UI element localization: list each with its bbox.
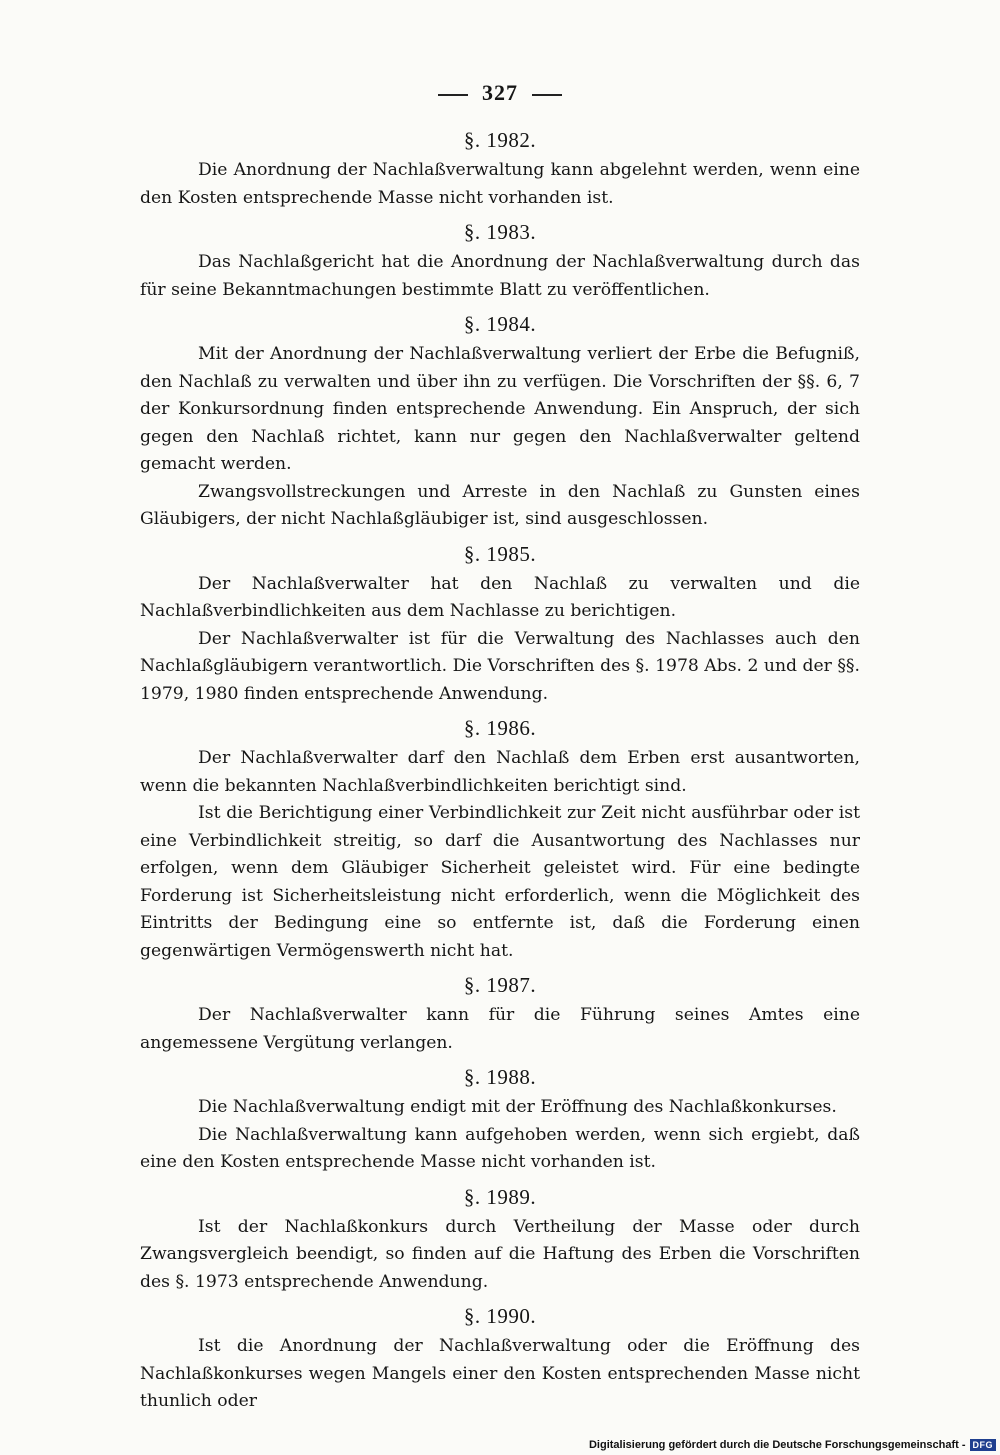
paragraph: Die Anordnung der Nachlaßverwaltung kann abgelehnt werden, wenn eine den Kosten entsprechende Masse nicht vorhanden ist. bbox=[140, 160, 860, 208]
section bbox=[140, 128, 860, 212]
credit-text: Digitalisierung gefördert durch die Deutsche Forschungsgemeinschaft - bbox=[588, 1439, 966, 1451]
section bbox=[140, 1304, 860, 1416]
paragraph: Zwangsvollstreckungen und Arreste in den Nachlaß zu Gunsten eines Gläubigers, der nicht Nachlaßgläubiger ist, sind ausgeschlossen. bbox=[140, 481, 860, 529]
header-dash-left bbox=[438, 94, 468, 96]
section-heading: §. 1988. bbox=[463, 1065, 537, 1089]
section bbox=[140, 1185, 860, 1297]
paragraph: Der Nachlaßverwalter kann für die Führung seines Amtes eine angemessene Vergütung verlangen. bbox=[140, 1005, 860, 1053]
section bbox=[140, 716, 860, 965]
section bbox=[140, 1065, 860, 1177]
digitization-credit bbox=[589, 1439, 996, 1451]
page-number-header bbox=[0, 80, 1000, 106]
section bbox=[140, 542, 860, 709]
paragraph: Ist die Berichtigung einer Verbindlichkeit zur Zeit nicht ausführbar oder ist eine Verbindlichkeit streitig, so darf die Ausantwortung des Nachlasses nur erfolgen, wenn dem Gläubiger Sicherheit geleistet wird. Für eine bedingte Forderung ist Sicherheitsleistung nicht erforderlich, wenn die Möglichkeit des Eintritts der Bedingung eine so entfernte ist, daß die Forderung einen gegenwärtigen Vermögenswerth nicht hat. bbox=[140, 803, 860, 961]
section-heading: §. 1982. bbox=[463, 128, 537, 152]
section-heading: §. 1983. bbox=[463, 220, 537, 244]
section-heading: §. 1989. bbox=[463, 1184, 537, 1209]
paragraph: Die Nachlaßverwaltung kann aufgehoben werden, wenn sich ergiebt, daß eine den Kosten entsprechende Masse nicht vorhanden ist. bbox=[140, 1124, 860, 1172]
section-heading: §. 1990. bbox=[463, 1304, 537, 1328]
paragraph: Ist die Anordnung der Nachlaßverwaltung oder die Eröffnung des Nachlaßkonkurses wegen Mangels einer den Kosten entsprechenden Masse nicht thunlich oder bbox=[140, 1336, 860, 1411]
text-column bbox=[140, 120, 860, 1416]
section bbox=[140, 220, 860, 304]
paragraph: Der Nachlaßverwalter darf den Nachlaß dem Erben erst ausantworten, wenn die bekannten Nachlaßverbindlichkeiten berichtigt sind. bbox=[140, 748, 860, 796]
paragraph: Der Nachlaßverwalter hat den Nachlaß zu verwalten und die Nachlaßverbindlichkeiten aus dem Nachlasse zu berichtigen. bbox=[140, 573, 860, 621]
section bbox=[140, 312, 860, 534]
section-heading: §. 1986. bbox=[463, 716, 537, 740]
paragraph: Die Nachlaßverwaltung endigt mit der Eröffnung des Nachlaßkonkurses. bbox=[198, 1097, 837, 1117]
paragraph: Das Nachlaßgericht hat die Anordnung der Nachlaßverwaltung durch das für seine Bekanntmachungen bestimmte Blatt zu veröffentlichen. bbox=[140, 252, 860, 300]
dfg-logo: DFG bbox=[970, 1439, 997, 1451]
section bbox=[140, 973, 860, 1057]
paragraph: Mit der Anordnung der Nachlaßverwaltung verliert der Erbe die Befugniß, den Nachlaß zu verwalten und über ihn zu verfügen. Die Vorschriften der §§. 6, 7 der Konkursordnung finden entsprechende Anwendung. Ein Anspruch, der sich gegen den Nachlaß richtet, kann nur gegen den Nachlaßverwalter geltend gemacht werden. bbox=[140, 344, 860, 474]
section-heading: §. 1984. bbox=[463, 312, 537, 336]
paragraph: Ist der Nachlaßkonkurs durch Vertheilung der Masse oder durch Zwangsvergleich beendigt, so finden auf die Haftung des Erben die Vorschriften des §. 1973 entsprechende Anwendung. bbox=[140, 1216, 860, 1292]
page-number: 327 bbox=[482, 80, 518, 105]
header-dash-right bbox=[532, 94, 562, 96]
paragraph: Der Nachlaßverwalter ist für die Verwaltung des Nachlasses auch den Nachlaßgläubigern verantwortlich. Die Vorschriften des §. 1978 Abs. 2 und der §§. 1979, 1980 finden entsprechende Anwendung. bbox=[140, 628, 860, 704]
section-heading: §. 1987. bbox=[463, 973, 537, 997]
section-heading: §. 1985. bbox=[463, 541, 537, 566]
